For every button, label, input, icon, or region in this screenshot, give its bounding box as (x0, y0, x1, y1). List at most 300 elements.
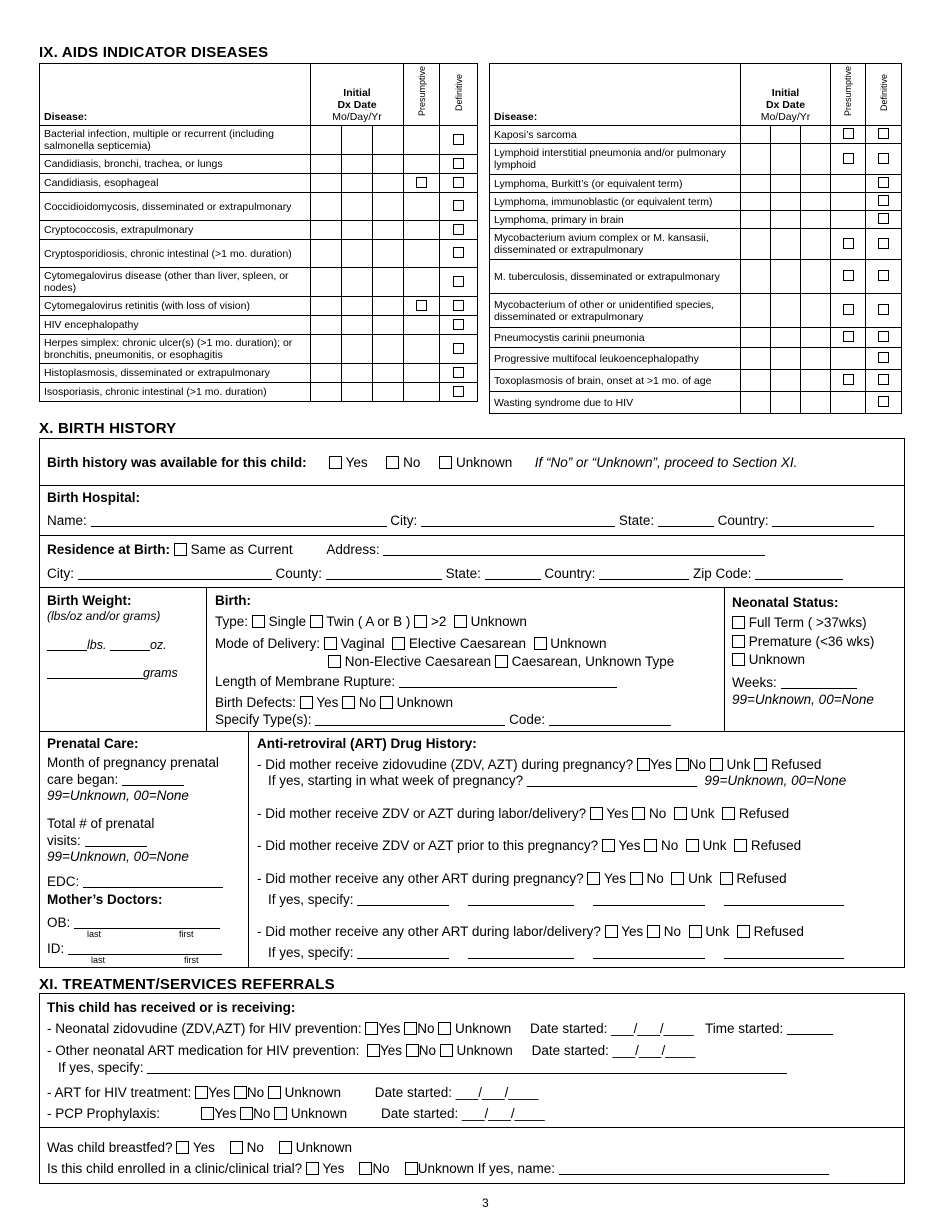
art-q5-unk-checkbox[interactable] (689, 925, 702, 938)
art-q1-no-checkbox[interactable] (676, 758, 689, 771)
dx-day-cell[interactable] (771, 260, 801, 294)
disease-row (40, 174, 478, 193)
art-treatment-no-checkbox[interactable] (234, 1086, 247, 1099)
dx-day-cell[interactable] (342, 364, 373, 383)
defects-no-checkbox[interactable] (342, 696, 355, 709)
dx-day-cell[interactable] (771, 193, 801, 211)
art-q3-unk-label: Unk (702, 838, 727, 853)
dx-month-cell[interactable] (311, 221, 342, 240)
dx-day-cell[interactable] (771, 126, 801, 144)
specify-types-field[interactable] (315, 713, 505, 726)
hospital-name-field[interactable] (91, 514, 387, 527)
dx-day-cell[interactable] (342, 268, 373, 297)
defects-unknown-label: Unknown (396, 695, 453, 710)
definitive-checkbox[interactable] (453, 247, 464, 258)
section-ix-title: IX. AIDS INDICATOR DISEASES (39, 44, 269, 61)
definitive-cell (440, 174, 478, 193)
pcp-unknown-checkbox[interactable] (274, 1107, 287, 1120)
dx-day-cell[interactable] (771, 370, 801, 392)
presumptive-cell (831, 392, 866, 414)
dx-day-cell[interactable] (342, 221, 373, 240)
dx-month-cell[interactable] (741, 211, 771, 229)
neonatal-zdv-label: - Neonatal zidovudine (ZDV,AZT) for HIV prevention: (47, 1021, 362, 1036)
presumptive-checkbox[interactable] (843, 238, 854, 249)
available-unknown-checkbox[interactable] (439, 456, 452, 469)
dx-year-cell[interactable] (373, 335, 404, 364)
art-q4-specify-field-2[interactable] (468, 893, 574, 906)
dx-year-cell[interactable] (801, 328, 831, 348)
birth-history-available-row (47, 455, 797, 470)
definitive-checkbox[interactable] (453, 177, 464, 188)
mode-caesarean-unknown-checkbox[interactable] (495, 655, 508, 668)
edc-row (47, 874, 223, 889)
dx-day-cell[interactable] (771, 211, 801, 229)
definitive-cell (866, 328, 902, 348)
full-term-label: Full Term ( >37wks) (748, 615, 867, 630)
dx-day-cell[interactable] (342, 335, 373, 364)
presumptive-checkbox[interactable] (843, 128, 854, 139)
definitive-checkbox[interactable] (878, 153, 889, 164)
dx-year-cell[interactable] (801, 392, 831, 414)
art-q5-specify-field-1[interactable] (357, 946, 449, 959)
type-single-label: Single (268, 614, 307, 629)
ob-label: OB: (47, 915, 71, 930)
prenatal-care-label: Prenatal Care: (47, 736, 139, 751)
same-as-current-label: Same as Current (190, 542, 293, 557)
other-art-yes-checkbox[interactable] (367, 1044, 380, 1057)
total-visits-line-1: Total # of prenatal (47, 816, 155, 831)
dx-month-cell[interactable] (311, 155, 342, 174)
art-q1-unk-checkbox[interactable] (710, 758, 723, 771)
dx-month-cell[interactable] (311, 174, 342, 193)
presumptive-checkbox[interactable] (843, 374, 854, 385)
type-gt2-checkbox[interactable] (414, 615, 427, 628)
month-began-line-1: Month of pregnancy prenatal (47, 755, 219, 770)
art-q4-unk-label: Unk (688, 871, 713, 886)
presumptive-cell (404, 364, 440, 383)
birth-history-available-label: Birth history was available for this child: (47, 455, 307, 470)
dx-year-cell[interactable] (801, 193, 831, 211)
dx-month-cell[interactable] (741, 175, 771, 193)
definitive-cell (440, 240, 478, 268)
weight-grams-field[interactable] (47, 666, 143, 679)
dx-year-cell[interactable] (801, 126, 831, 144)
hospital-city-field[interactable] (421, 514, 615, 527)
definitive-checkbox[interactable] (878, 195, 889, 206)
art-q4-specify-field-4[interactable] (724, 893, 844, 906)
neonatal-zdv-yes-checkbox[interactable] (365, 1022, 378, 1035)
neonatal-zdv-unknown-label: Unknown (455, 1021, 512, 1036)
birth-weight-label: Birth Weight: (47, 593, 132, 608)
art-q4-unk-checkbox[interactable] (671, 872, 684, 885)
lbs-label: lbs. (87, 638, 107, 652)
disease-name: Coccidioidomycosis, disseminated or extrapulmonary (40, 193, 311, 221)
definitive-checkbox[interactable] (878, 396, 889, 407)
mode-unknown-label: Unknown (550, 636, 607, 651)
art-q2-yes-checkbox[interactable] (590, 807, 603, 820)
presumptive-checkbox[interactable] (843, 270, 854, 281)
dx-month-cell[interactable] (311, 193, 342, 221)
presumptive-cell (831, 211, 866, 229)
definitive-checkbox[interactable] (878, 304, 889, 315)
definitive-checkbox[interactable] (878, 213, 889, 224)
dx-year-cell[interactable] (373, 174, 404, 193)
presumptive-checkbox[interactable] (843, 153, 854, 164)
art-treatment-date-field[interactable]: ___/___/____ (455, 1085, 539, 1100)
dx-day-cell[interactable] (771, 144, 801, 175)
definitive-cell (866, 392, 902, 414)
definitive-checkbox[interactable] (453, 300, 464, 311)
disease-row (40, 155, 478, 174)
neonatal-status-label: Neonatal Status: (732, 595, 839, 610)
residence-city-field[interactable] (78, 567, 272, 580)
dx-month-cell[interactable] (311, 126, 342, 155)
dx-month-cell[interactable] (311, 240, 342, 268)
dx-year-cell[interactable] (373, 383, 404, 402)
dx-year-cell[interactable] (801, 229, 831, 260)
art-q5-yes-label: Yes (621, 924, 644, 939)
dx-year-cell[interactable] (373, 155, 404, 174)
definitive-checkbox[interactable] (453, 343, 464, 354)
dx-day-cell[interactable] (342, 316, 373, 335)
other-art-label: - Other neonatal ART medication for HIV prevention: (47, 1043, 360, 1058)
dx-month-cell[interactable] (741, 348, 771, 370)
art-q3-label: - Did mother receive ZDV or AZT prior to this pregnancy? (257, 838, 599, 853)
definitive-checkbox[interactable] (453, 386, 464, 397)
art-q4-specify-row (268, 892, 844, 907)
dx-year-cell[interactable] (373, 316, 404, 335)
neonatal-zdv-no-checkbox[interactable] (404, 1022, 417, 1035)
definitive-cell (866, 126, 902, 144)
art-q5-specify-field-4[interactable] (724, 946, 844, 959)
grams-label: grams (143, 666, 178, 680)
trial-name-label: If yes, name: (477, 1161, 556, 1176)
ob-field[interactable] (74, 916, 220, 929)
disease-name: Cryptococcosis, extrapulmonary (40, 221, 311, 240)
disease-row (490, 229, 902, 260)
available-yes-checkbox[interactable] (329, 456, 342, 469)
disease-name: Isosporiasis, chronic intestinal (>1 mo. duration) (40, 383, 311, 402)
dx-day-cell[interactable] (342, 240, 373, 268)
pcp-no-label: No (253, 1106, 271, 1121)
definitive-checkbox[interactable] (878, 270, 889, 281)
aids-disease-table-right (489, 63, 902, 414)
membrane-rupture-field[interactable] (399, 675, 617, 688)
dx-month-cell[interactable] (741, 229, 771, 260)
breastfed-yes-label: Yes (192, 1140, 215, 1155)
membrane-rupture-row (215, 674, 617, 689)
dx-year-cell[interactable] (801, 260, 831, 294)
definitive-checkbox[interactable] (453, 367, 464, 378)
art-q1-week-field[interactable] (527, 774, 697, 787)
dx-year-cell[interactable] (373, 297, 404, 316)
dx-year-cell[interactable] (801, 144, 831, 175)
defects-unknown-checkbox[interactable] (380, 696, 393, 709)
art-q4-label: - Did mother receive any other ART during pregnancy? (257, 871, 584, 886)
same-as-current-checkbox[interactable] (174, 543, 187, 556)
art-q2-unk-checkbox[interactable] (674, 807, 687, 820)
initial-header: Initial (343, 87, 371, 99)
pcp-yes-checkbox[interactable] (201, 1107, 214, 1120)
initial-header: Initial (771, 87, 800, 99)
disease-row (40, 126, 478, 155)
premature-checkbox[interactable] (732, 635, 745, 648)
dx-year-cell[interactable] (801, 348, 831, 370)
definitive-checkbox[interactable] (878, 177, 889, 188)
art-q4-specify-field-1[interactable] (357, 893, 449, 906)
trial-no-checkbox[interactable] (359, 1162, 372, 1175)
presumptive-checkbox[interactable] (416, 177, 427, 188)
art-q4-row (257, 871, 787, 886)
weight-lbs-field[interactable] (47, 638, 87, 651)
other-art-date-field[interactable]: ___/___/____ (612, 1043, 696, 1058)
dx-day-cell[interactable] (342, 126, 373, 155)
presumptive-header: Presumptive (843, 66, 853, 117)
presumptive-cell (831, 370, 866, 392)
breastfed-unknown-checkbox[interactable] (279, 1141, 292, 1154)
definitive-checkbox[interactable] (878, 352, 889, 363)
disease-name: Toxoplasmosis of brain, onset at >1 mo. of age (490, 370, 741, 392)
neonatal-zdv-unknown-checkbox[interactable] (438, 1022, 451, 1035)
art-q4-no-checkbox[interactable] (630, 872, 643, 885)
treatment-intro: This child has received or is receiving: (47, 1000, 296, 1015)
mode-vaginal-checkbox[interactable] (324, 637, 337, 650)
art-q5-refused-label: Refused (753, 924, 804, 939)
other-art-specify-field[interactable] (147, 1061, 787, 1074)
mode-non-elective-checkbox[interactable] (328, 655, 341, 668)
art-treatment-label: - ART for HIV treatment: (47, 1085, 192, 1100)
dx-date-label: Dx Date (337, 99, 377, 111)
dx-month-cell[interactable] (741, 126, 771, 144)
art-q1-refused-checkbox[interactable] (754, 758, 767, 771)
presumptive-cell (831, 260, 866, 294)
disease-row (490, 193, 902, 211)
dx-month-cell[interactable] (311, 335, 342, 364)
disease-row (40, 316, 478, 335)
mode-elective-checkbox[interactable] (392, 637, 405, 650)
dx-day-cell[interactable] (771, 175, 801, 193)
weight-oz-field[interactable] (110, 638, 150, 651)
neonatal-zdv-yes-label: Yes (378, 1021, 401, 1036)
type-single-checkbox[interactable] (252, 615, 265, 628)
art-q3-no-checkbox[interactable] (644, 839, 657, 852)
residence-state-label: State: (445, 566, 481, 581)
art-q5-specify-field-2[interactable] (468, 946, 574, 959)
defects-yes-checkbox[interactable] (300, 696, 313, 709)
id-field[interactable] (68, 942, 222, 955)
dx-year-cell[interactable] (373, 364, 404, 383)
dx-day-cell[interactable] (342, 174, 373, 193)
neonatal-zdv-time-field[interactable] (787, 1022, 833, 1035)
pcp-date-field[interactable]: ___/___/____ (462, 1106, 545, 1121)
aids-disease-table-left (39, 63, 478, 402)
dx-month-cell[interactable] (741, 260, 771, 294)
month-began-field[interactable] (122, 773, 184, 786)
definitive-checkbox[interactable] (453, 200, 464, 211)
dx-month-cell[interactable] (741, 370, 771, 392)
art-q1-follow-row (268, 773, 846, 788)
art-q3-refused-checkbox[interactable] (734, 839, 747, 852)
dx-day-cell[interactable] (342, 155, 373, 174)
art-q3-row (257, 838, 801, 853)
art-q4-specify-field-3[interactable] (593, 893, 705, 906)
trial-unknown-checkbox[interactable] (405, 1162, 418, 1175)
definitive-checkbox[interactable] (878, 374, 889, 385)
definitive-cell (866, 144, 902, 175)
neonatal-zdv-date-label: Date started: (530, 1021, 608, 1036)
definitive-checkbox[interactable] (878, 128, 889, 139)
residence-county-field[interactable] (326, 567, 442, 580)
dx-year-cell[interactable] (373, 193, 404, 221)
art-q5-no-checkbox[interactable] (647, 925, 660, 938)
dx-month-cell[interactable] (311, 364, 342, 383)
dx-month-cell[interactable] (311, 297, 342, 316)
dx-year-cell[interactable] (373, 221, 404, 240)
birth-hospital-row (47, 513, 874, 528)
weeks-row (732, 675, 857, 690)
dx-day-cell[interactable] (342, 193, 373, 221)
art-q2-refused-checkbox[interactable] (722, 807, 735, 820)
art-q2-no-label: No (648, 806, 667, 821)
art-history-label: Anti-retroviral (ART) Drug History: (257, 736, 477, 751)
pcp-no-checkbox[interactable] (240, 1107, 253, 1120)
dx-day-cell[interactable] (771, 229, 801, 260)
definitive-checkbox[interactable] (878, 331, 889, 342)
presumptive-cell (831, 193, 866, 211)
dx-day-cell[interactable] (771, 348, 801, 370)
dx-month-cell[interactable] (311, 383, 342, 402)
residence-country-field[interactable] (599, 567, 689, 580)
presumptive-checkbox[interactable] (843, 331, 854, 342)
art-q4-refused-checkbox[interactable] (720, 872, 733, 885)
art-q1-row (257, 757, 821, 772)
definitive-checkbox[interactable] (453, 158, 464, 169)
dx-day-cell[interactable] (342, 383, 373, 402)
art-q2-no-checkbox[interactable] (632, 807, 645, 820)
art-q3-yes-checkbox[interactable] (602, 839, 615, 852)
other-art-unknown-checkbox[interactable] (440, 1044, 453, 1057)
definitive-cell (440, 316, 478, 335)
other-art-yes-label: Yes (379, 1043, 402, 1058)
art-q5-specify-field-3[interactable] (593, 946, 705, 959)
other-art-specify-row (58, 1060, 787, 1075)
hospital-state-field[interactable] (658, 514, 714, 527)
dx-month-cell[interactable] (741, 193, 771, 211)
presumptive-cell (404, 155, 440, 174)
presumptive-cell (831, 294, 866, 328)
dx-year-cell[interactable] (373, 126, 404, 155)
neonatal-unknown-checkbox[interactable] (732, 653, 745, 666)
code-label: Code: (509, 712, 546, 727)
dx-year-cell[interactable] (373, 268, 404, 297)
art-q4-specify-label: If yes, specify: (268, 892, 354, 907)
dx-day-cell[interactable] (771, 328, 801, 348)
art-q5-refused-checkbox[interactable] (737, 925, 750, 938)
definitive-checkbox[interactable] (453, 224, 464, 235)
art-q2-unk-label: Unk (690, 806, 715, 821)
neonatal-zdv-row (47, 1021, 833, 1036)
dx-month-cell[interactable] (311, 316, 342, 335)
definitive-cell (440, 126, 478, 155)
art-treatment-yes-checkbox[interactable] (195, 1086, 208, 1099)
dx-year-cell[interactable] (801, 175, 831, 193)
dx-month-cell[interactable] (741, 144, 771, 175)
dx-year-cell[interactable] (801, 370, 831, 392)
address-field[interactable] (383, 543, 765, 556)
birth-hospital-label: Birth Hospital: (47, 490, 140, 505)
dx-year-cell[interactable] (801, 294, 831, 328)
dx-month-cell[interactable] (741, 392, 771, 414)
breastfed-yes-checkbox[interactable] (176, 1141, 189, 1154)
trial-name-field[interactable] (559, 1162, 829, 1175)
art-q1-no-label: No (688, 757, 707, 772)
total-visits-field[interactable] (85, 834, 147, 847)
presumptive-cell (404, 174, 440, 193)
disease-row (40, 335, 478, 364)
weeks-field[interactable] (781, 676, 857, 689)
art-q1-yes-checkbox[interactable] (637, 758, 650, 771)
art-treatment-unknown-checkbox[interactable] (268, 1086, 281, 1099)
dx-day-cell[interactable] (342, 297, 373, 316)
other-art-row (47, 1043, 695, 1058)
type-twin-checkbox[interactable] (310, 615, 323, 628)
presumptive-checkbox[interactable] (416, 300, 427, 311)
disease-row (490, 175, 902, 193)
dx-month-cell[interactable] (741, 328, 771, 348)
edc-field[interactable] (83, 875, 223, 888)
residence-state-field[interactable] (485, 567, 541, 580)
disease-row (40, 221, 478, 240)
type-unknown-checkbox[interactable] (454, 615, 467, 628)
dx-day-cell[interactable] (771, 392, 801, 414)
definitive-checkbox[interactable] (453, 134, 464, 145)
definitive-cell (440, 193, 478, 221)
other-art-no-checkbox[interactable] (406, 1044, 419, 1057)
mode-unknown-checkbox[interactable] (534, 637, 547, 650)
definitive-checkbox[interactable] (453, 319, 464, 330)
trial-yes-checkbox[interactable] (306, 1162, 319, 1175)
definitive-checkbox[interactable] (453, 276, 464, 287)
art-q5-specify-row (268, 945, 844, 960)
definitive-checkbox[interactable] (878, 238, 889, 249)
dx-year-cell[interactable] (801, 211, 831, 229)
disease-header: Disease: (490, 64, 741, 126)
full-term-checkbox[interactable] (732, 616, 745, 629)
art-q4-yes-checkbox[interactable] (587, 872, 600, 885)
defects-no-label: No (358, 695, 377, 710)
mothers-doctors-label: Mother’s Doctors: (47, 892, 163, 907)
dx-day-cell[interactable] (771, 294, 801, 328)
month-began-label: care began: (47, 772, 119, 787)
presumptive-checkbox[interactable] (843, 304, 854, 315)
art-q1-label: - Did mother receive zidovudine (ZDV, AZT) during pregnancy? (257, 757, 634, 772)
breastfed-no-checkbox[interactable] (230, 1141, 243, 1154)
art-q3-unk-checkbox[interactable] (686, 839, 699, 852)
hospital-name-label: Name: (47, 513, 87, 528)
code-field[interactable] (549, 713, 671, 726)
hospital-country-field[interactable] (772, 514, 874, 527)
dx-year-cell[interactable] (373, 240, 404, 268)
art-q5-yes-checkbox[interactable] (605, 925, 618, 938)
dx-month-cell[interactable] (741, 294, 771, 328)
available-no-checkbox[interactable] (386, 456, 399, 469)
clinical-trial-row (47, 1161, 829, 1176)
dx-month-cell[interactable] (311, 268, 342, 297)
neonatal-zdv-date-field[interactable]: ___/___/____ (611, 1021, 694, 1036)
residence-zip-field[interactable] (755, 567, 843, 580)
address-label: Address: (326, 542, 380, 557)
art-q2-label: - Did mother receive ZDV or AZT during labor/delivery? (257, 806, 587, 821)
